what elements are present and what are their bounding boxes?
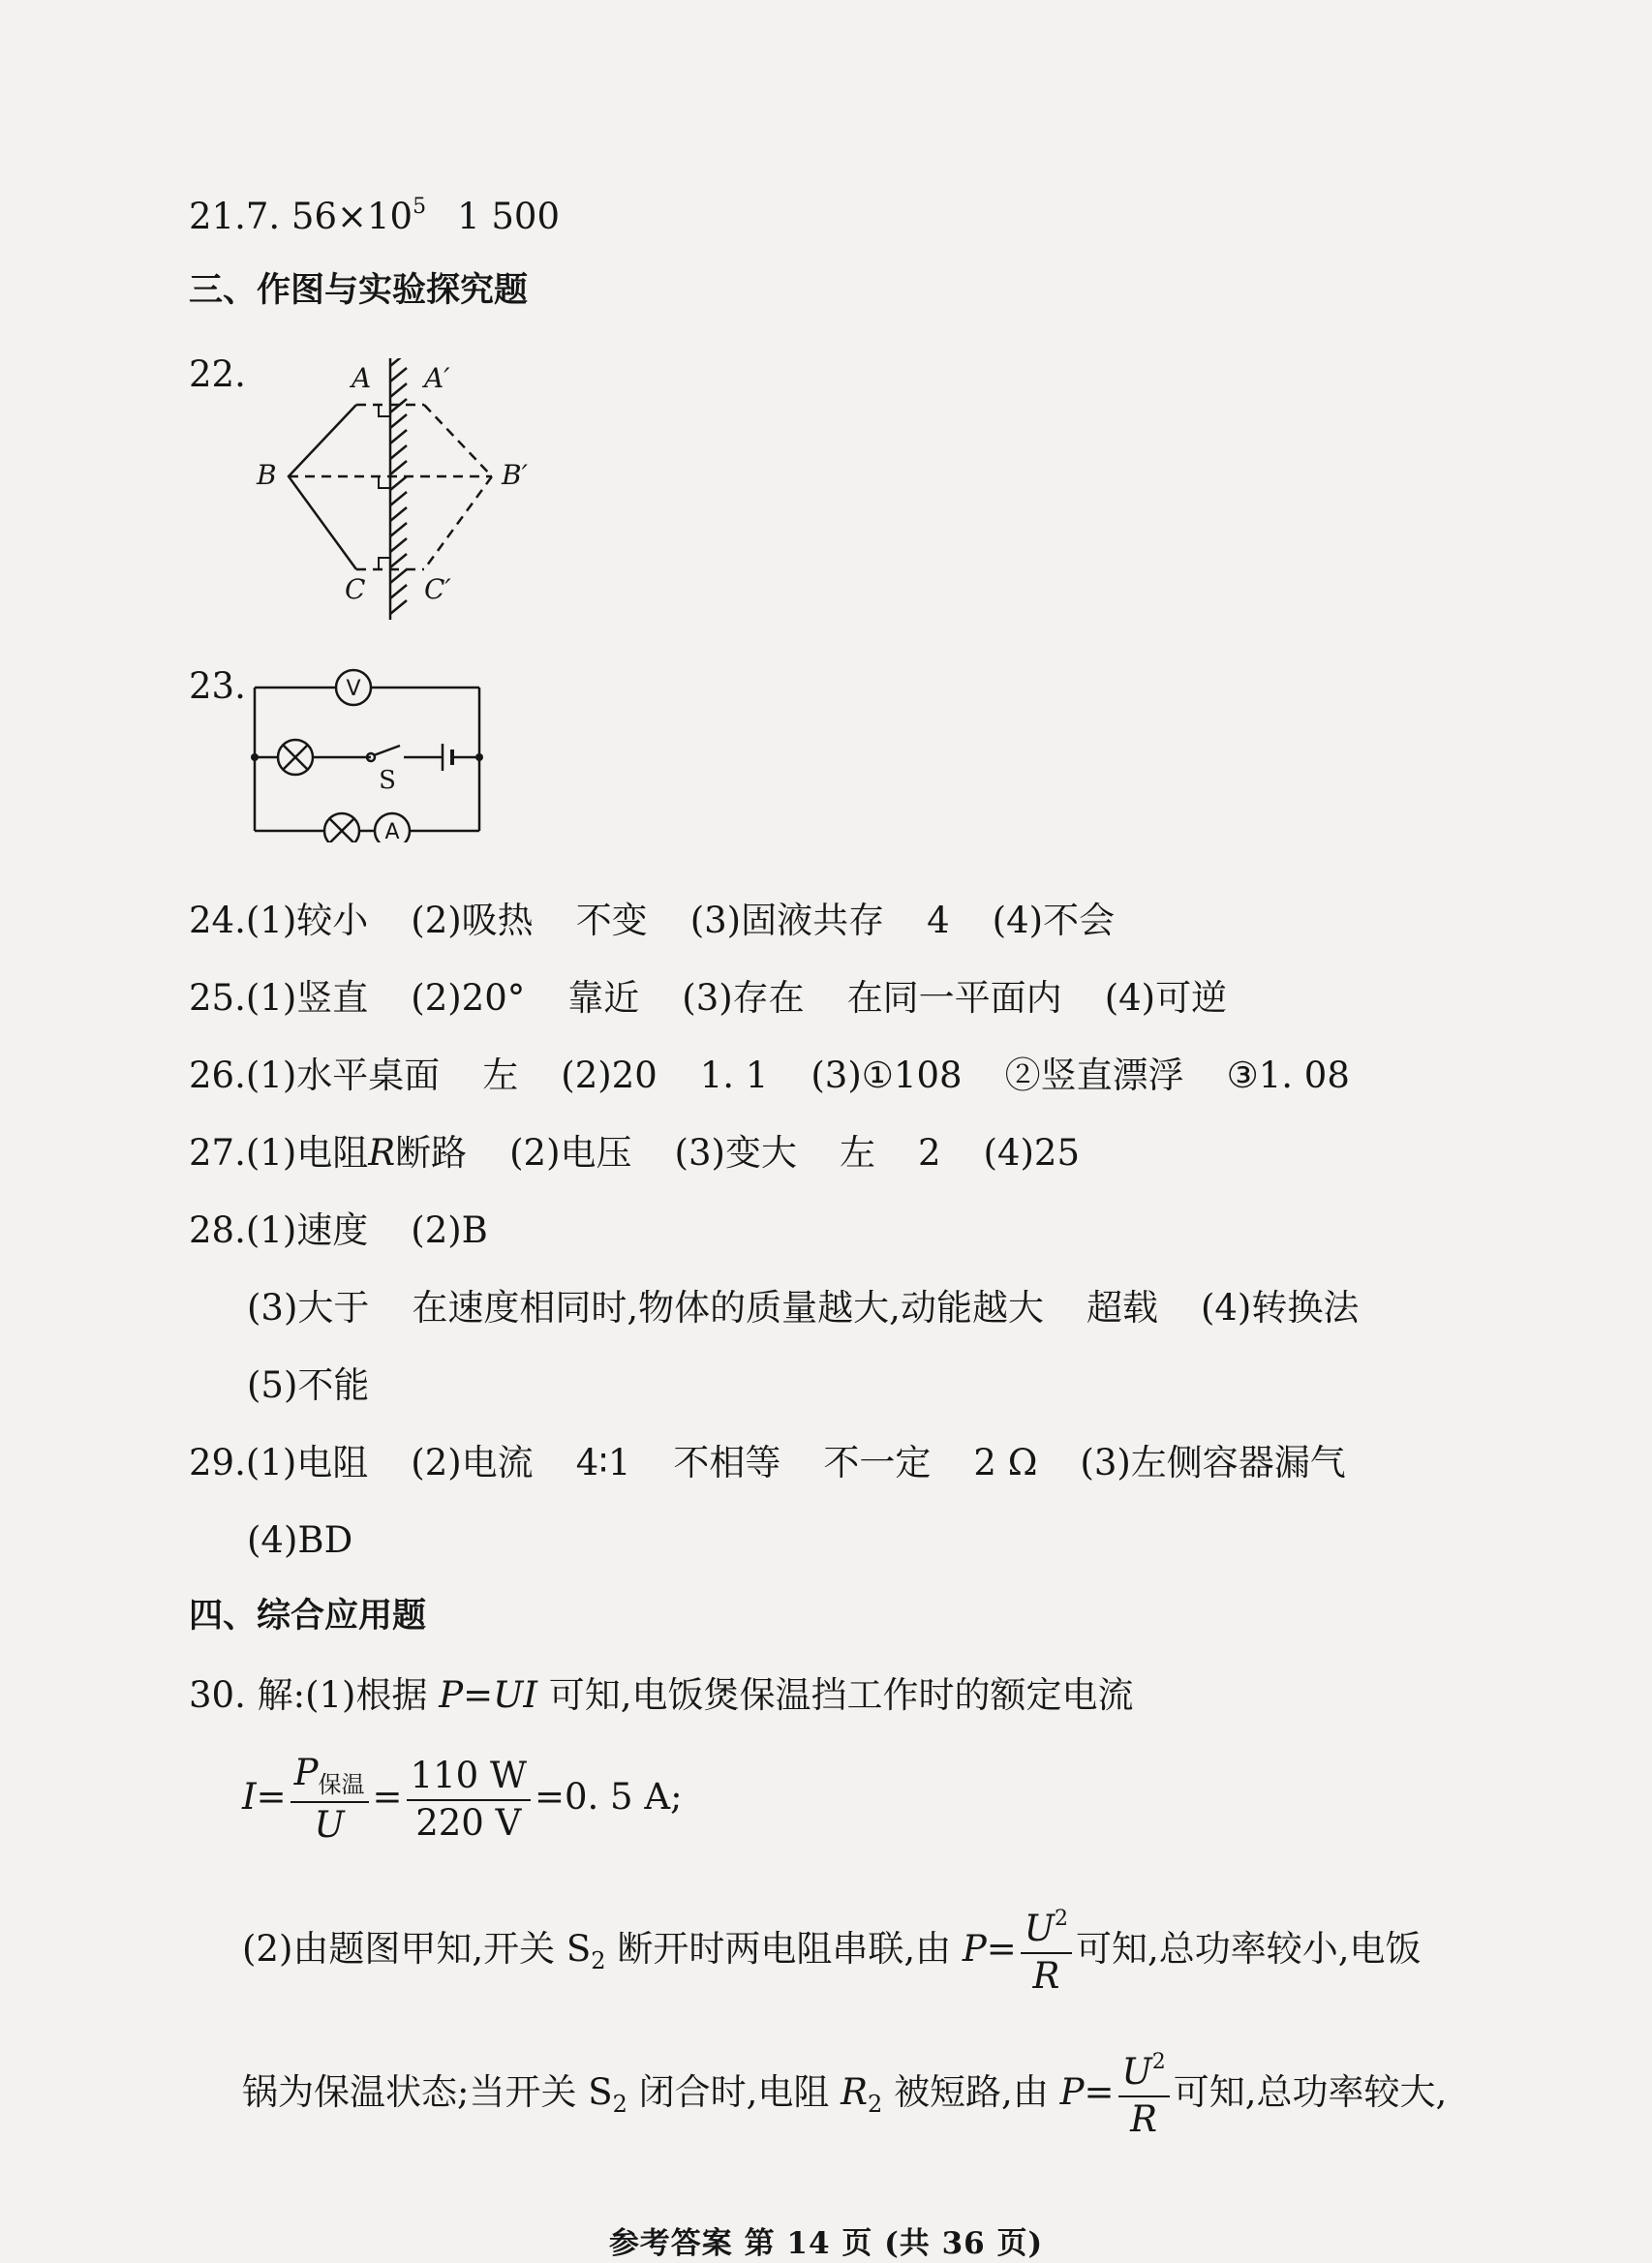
q28-number: 28. <box>189 1209 246 1251</box>
q25-line: 25.(1)竖直 (2)20° 靠近 (3)存在 在同一平面内 (4)可逆 <box>189 977 1228 1019</box>
label-B: B <box>257 459 277 491</box>
q21-line <box>189 195 561 237</box>
q27-line: 27.(1)电阻R断路 (2)电压 (3)变大 左 2 (4)25 <box>189 1132 1081 1174</box>
q30-part2-line-1: (2)由题图甲知,开关 $S_2$ 断开时两电阻串联,由 P= $\frac{U^2}{R}$ 可知,总功率较小,电饭 <box>242 1907 1422 1997</box>
value-fraction: $\frac{110 W}{220 V}$ <box>407 1758 531 1843</box>
label-A: A <box>352 362 372 394</box>
q28-line-3: (5)不能 <box>247 1364 370 1406</box>
q23-number: 23. <box>189 665 246 707</box>
lamp-2 <box>324 813 359 842</box>
q21-number: 21. <box>189 196 246 237</box>
switch-s <box>374 746 400 755</box>
q30-current-equation: I= $\frac{P_{保温}}{U}$ = $\frac{110 W}{220 V}$ =0. 5 A; <box>242 1752 683 1847</box>
q29-line-1: 29.(1)电阻 (2)电流 4∶1 不相等 不一定 2 Ω (3)左侧容器漏气 <box>189 1442 1346 1483</box>
q28-line-2: (3)大于 在速度相同时,物体的质量越大,动能越大 超载 (4)转换法 <box>247 1287 1360 1329</box>
section-4-heading: 四、综合应用题 <box>189 1597 427 1636</box>
voltmeter-label: V <box>346 677 361 701</box>
q24-number: 24. <box>189 900 246 941</box>
section-3-heading: 三、作图与实验探究题 <box>189 271 529 310</box>
ammeter-label: A <box>384 820 400 842</box>
q26-number: 26. <box>189 1055 246 1096</box>
q25-number: 25. <box>189 977 246 1019</box>
q23-circuit-diagram <box>247 668 499 842</box>
q30-intro: 30. 解:(1)根据 P=UI 可知,电饭煲保温挡工作时的额定电流 <box>189 1674 1134 1716</box>
q26-line: 26.(1)水平桌面 左 (2)20 1. 1 (3)①108 ②竖直漂浮 ③1. 08 <box>189 1055 1350 1096</box>
q21-answer-2: 1 500 <box>457 196 561 237</box>
label-B-prime: B′ <box>502 459 528 491</box>
q22-number: 22. <box>189 353 246 395</box>
label-C: C <box>345 573 366 605</box>
label-C-prime: C′ <box>424 573 451 605</box>
switch-label: S <box>379 766 396 795</box>
page-footer: 参考答案 第 14 页 (共 36 页) <box>608 2226 1044 2261</box>
q28-line-1: 28.(1)速度 (2)B <box>189 1209 488 1251</box>
q21-answer-1: 7. $56\times 10^5$ <box>245 195 427 237</box>
q30-part2-line-2: 锅为保温状态;当开关 $S_2$ 闭合时,电阻 $R_2$ 被短路,由 P= $\frac{U^2}{R}$ 可知,总功率较大, <box>242 2050 1448 2140</box>
power-over-voltage-fraction: $\frac{P_{保温}}{U}$ <box>291 1755 369 1845</box>
object-outline <box>289 405 356 569</box>
q22-mirror-diagram <box>240 358 569 629</box>
q29-line-2: (4)BD <box>247 1519 353 1561</box>
power-formula-fraction-2: $\frac{U^2}{R}$ <box>1118 2051 1170 2139</box>
q24-line: 24.(1)较小 (2)吸热 不变 (3)固液共存 4 (4)不会 <box>189 900 1116 941</box>
label-A-prime: A′ <box>424 362 450 394</box>
q29-number: 29. <box>189 1442 246 1483</box>
image-outline <box>424 405 492 569</box>
power-formula-fraction: $\frac{U^2}{R}$ <box>1021 1908 1072 1996</box>
q27-number: 27. <box>189 1132 246 1174</box>
